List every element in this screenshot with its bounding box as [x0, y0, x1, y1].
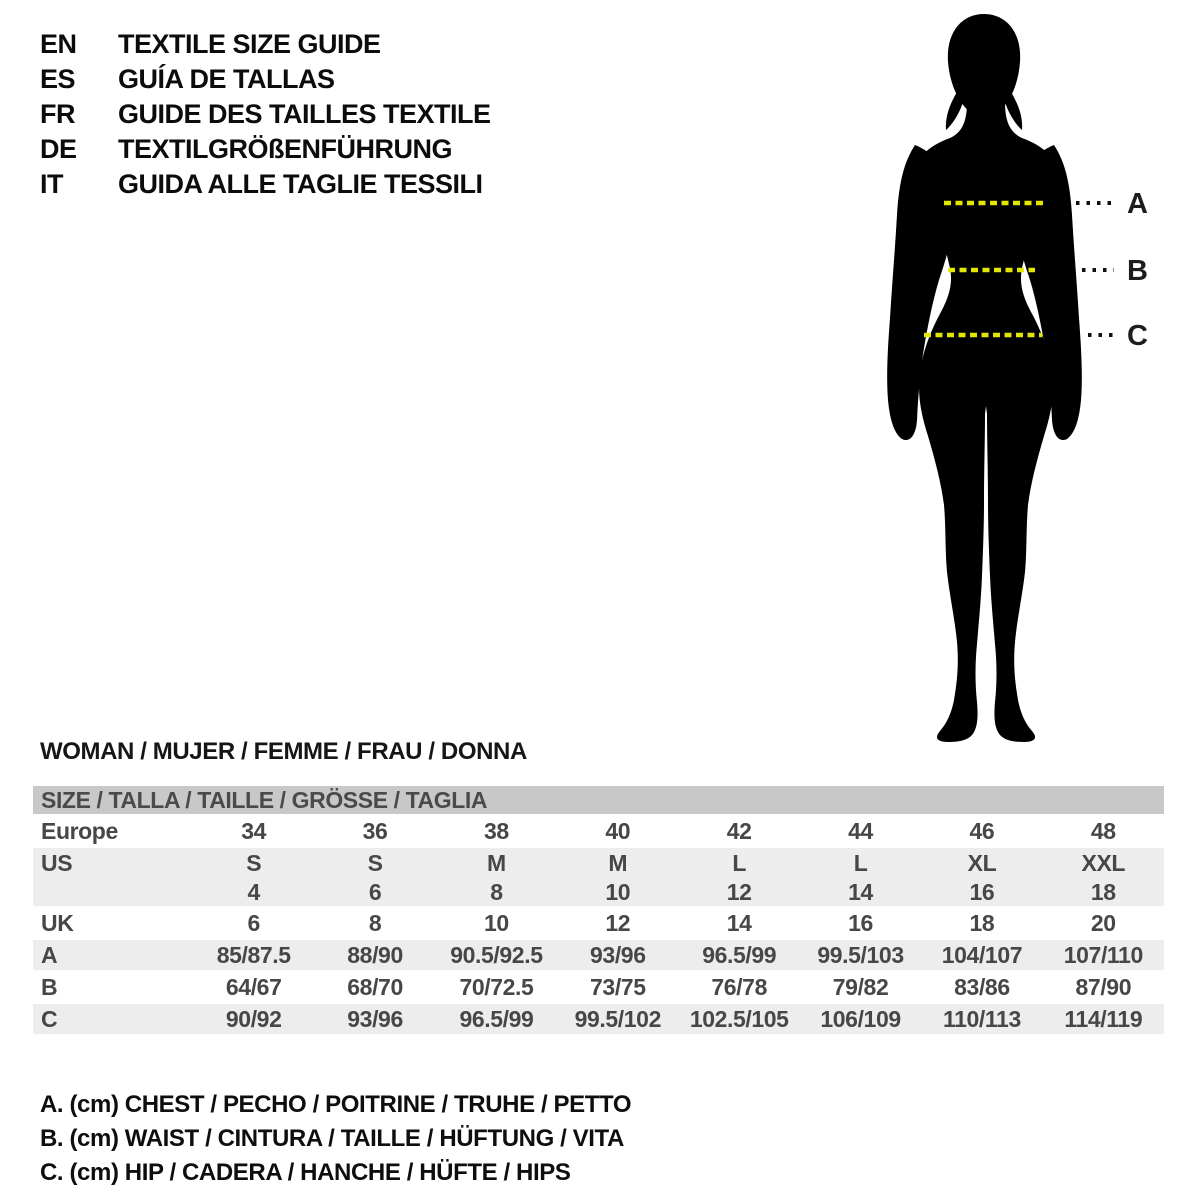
cell-europe-4: 40 — [605, 817, 631, 844]
cell-a-6: 99.5/103 — [817, 941, 904, 968]
cell-a-5: 96.5/99 — [702, 941, 777, 968]
cell-us-5: L — [732, 849, 747, 876]
cell-usnum-7: 16 — [969, 878, 995, 905]
row-label-uk: UK — [41, 909, 74, 936]
cell-c-8: 114/119 — [1064, 1005, 1143, 1032]
cell-c-7: 110/113 — [943, 1005, 1021, 1032]
size-table — [33, 786, 1164, 1036]
title-text-fr: GUIDE DES TAILLES TEXTILE — [118, 99, 491, 129]
row-label-b: B — [41, 973, 58, 1000]
size-row-chest — [33, 940, 1164, 972]
row-label-a: A — [41, 941, 58, 968]
title-text-es: GUÍA DE TALLAS — [118, 64, 335, 94]
cell-usnum-2: 6 — [368, 878, 382, 905]
size-row-europe — [33, 816, 1164, 848]
cell-uk-7: 18 — [969, 909, 995, 936]
cell-uk-5: 14 — [726, 909, 752, 936]
cell-c-5: 102.5/105 — [689, 1005, 789, 1032]
row-label-us: US — [41, 849, 73, 876]
cell-uk-4: 12 — [605, 909, 631, 936]
cell-a-3: 90.5/92.5 — [450, 941, 543, 968]
size-table-header: SIZE / TALLA / TAILLE / GRÖSSE / TAGLIA — [33, 786, 1164, 816]
cell-a-8: 107/110 — [1063, 941, 1143, 968]
cell-us-2: S — [367, 849, 383, 876]
cell-usnum-1: 4 — [247, 878, 260, 905]
cell-us-3: M — [487, 849, 506, 876]
title-text-en: TEXTILE SIZE GUIDE — [118, 29, 381, 59]
cell-usnum-3: 8 — [490, 878, 503, 905]
cell-c-3: 96.5/99 — [459, 1005, 534, 1032]
cell-uk-2: 8 — [368, 909, 382, 936]
legend-line-hip: C. (cm) HIP / CADERA / HANCHE / HÜFTE / HIPS — [40, 1159, 571, 1186]
cell-us-4: M — [608, 849, 628, 876]
cell-a-7: 104/107 — [941, 941, 1023, 968]
size-row-uk — [33, 908, 1164, 940]
cell-usnum-5: 12 — [726, 878, 752, 905]
cell-uk-3: 10 — [484, 909, 509, 936]
cell-europe-5: 42 — [726, 817, 752, 844]
category-caption: WOMAN / MUJER / FEMME / FRAU / DONNA — [40, 738, 527, 765]
lang-code-fr: FR — [40, 99, 75, 129]
lang-code-de: DE — [40, 134, 77, 164]
lang-code-en: EN — [40, 29, 77, 59]
row-label-c: C — [41, 1005, 58, 1032]
cell-uk-6: 16 — [848, 909, 873, 936]
title-text-de: TEXTILGRÖßENFÜHRUNG — [118, 134, 452, 164]
cell-c-2: 93/96 — [347, 1005, 403, 1032]
cell-b-7: 83/86 — [954, 973, 1010, 1000]
cell-a-1: 85/87.5 — [216, 941, 291, 968]
cell-b-5: 76/78 — [711, 973, 767, 1000]
cell-europe-1: 34 — [241, 817, 267, 844]
row-label-europe: Europe — [41, 817, 118, 844]
measure-label-b: B — [1127, 255, 1148, 287]
cell-europe-7: 46 — [969, 817, 995, 844]
cell-us-8: XXL — [1081, 849, 1126, 876]
size-row-hip — [33, 1004, 1164, 1036]
cell-europe-3: 38 — [484, 817, 509, 844]
measure-label-c: C — [1127, 320, 1148, 352]
cell-usnum-6: 14 — [848, 878, 873, 905]
cell-a-4: 93/96 — [590, 941, 646, 968]
cell-b-2: 68/70 — [347, 973, 403, 1000]
measure-label-a: A — [1127, 188, 1148, 220]
cell-us-6: L — [853, 849, 868, 876]
cell-europe-8: 48 — [1090, 817, 1116, 844]
cell-c-1: 90/92 — [225, 1005, 282, 1032]
cell-b-3: 70/72.5 — [459, 973, 534, 1000]
cell-uk-1: 6 — [247, 909, 260, 936]
cell-b-4: 73/75 — [590, 973, 646, 1000]
cell-us-1: S — [246, 849, 262, 876]
cell-usnum-8: 18 — [1090, 878, 1116, 905]
title-text-it: GUIDA ALLE TAGLIE TESSILI — [118, 169, 483, 199]
size-row-waist — [33, 972, 1164, 1004]
cell-uk-8: 20 — [1090, 909, 1116, 936]
cell-b-1: 64/67 — [225, 973, 282, 1000]
cell-europe-6: 44 — [848, 817, 873, 844]
size-row-us-letter — [33, 848, 1164, 878]
cell-a-2: 88/90 — [347, 941, 403, 968]
lang-code-it: IT — [40, 169, 63, 199]
legend-line-waist: B. (cm) WAIST / CINTURA / TAILLE / HÜFTUNG / VITA — [40, 1125, 624, 1152]
cell-us-7: XL — [967, 849, 997, 876]
measurement-legend — [40, 1088, 631, 1190]
cell-europe-2: 36 — [362, 817, 388, 844]
cell-c-6: 106/109 — [820, 1005, 901, 1032]
cell-usnum-4: 10 — [605, 878, 631, 905]
cell-b-6: 79/82 — [832, 973, 889, 1000]
legend-line-chest: A. (cm) CHEST / PECHO / POITRINE / TRUHE / PETTO — [40, 1091, 632, 1118]
lang-code-es: ES — [40, 64, 76, 94]
size-row-us-numeric — [33, 878, 1164, 908]
cell-c-4: 99.5/102 — [574, 1005, 661, 1032]
cell-b-8: 87/90 — [1075, 973, 1132, 1000]
